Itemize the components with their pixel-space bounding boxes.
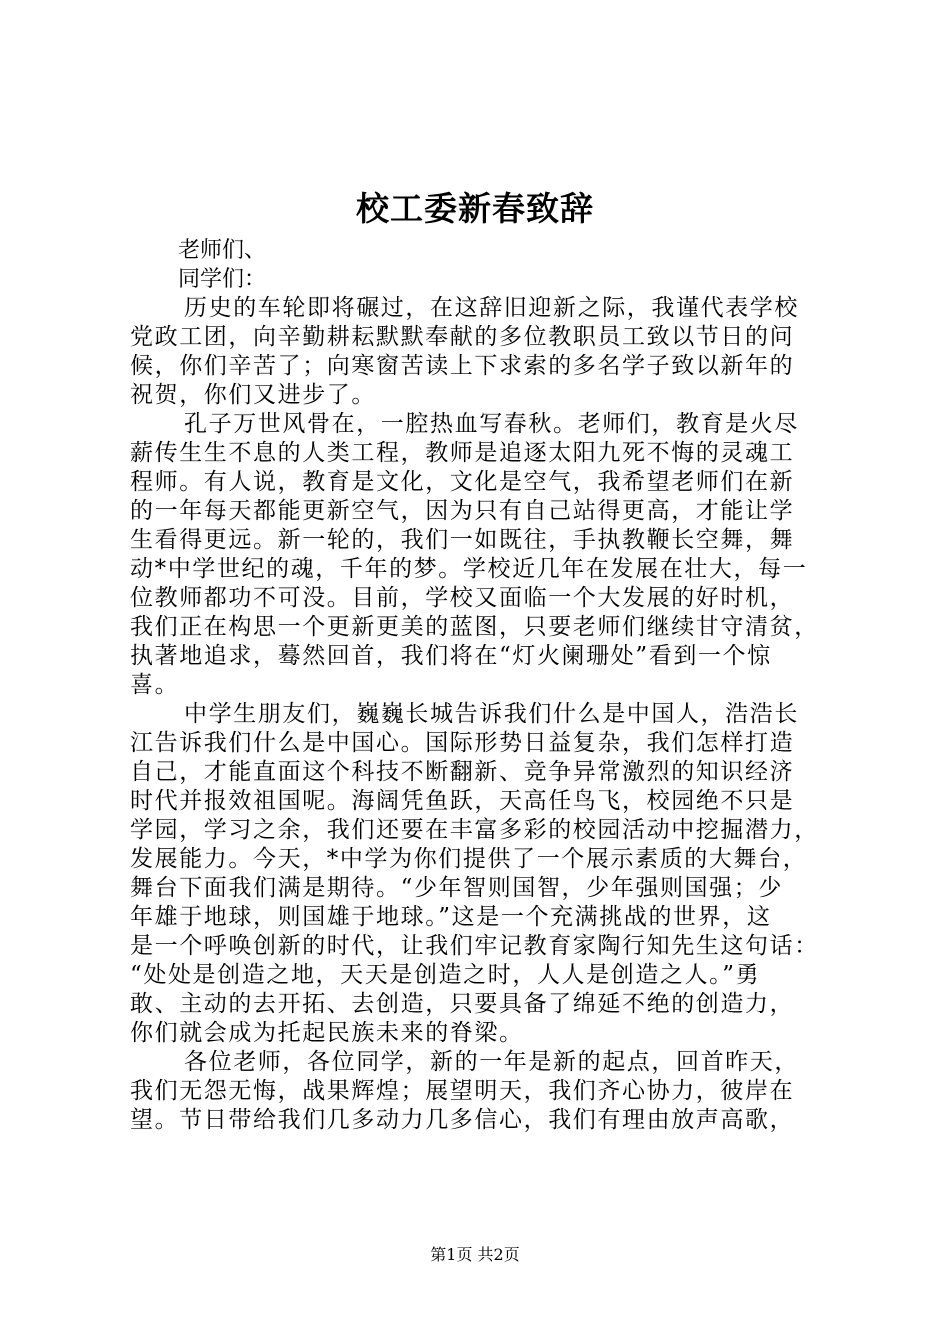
- paragraph-line: 党政工团，向辛勤耕耘默默奉献的多位教职员工致以节日的问: [130, 324, 795, 350]
- body-paragraph: [130, 700, 828, 1048]
- paragraph-line: 喜。: [130, 672, 180, 698]
- salutation-teachers: 老师们、: [178, 238, 267, 263]
- paragraph-line: 生看得更远。新一轮的，我们一如既往，手执教鞭长空舞，舞: [130, 527, 795, 553]
- paragraph-line: 中学生朋友们，巍巍长城告诉我们什么是中国人，浩浩长: [184, 701, 799, 727]
- paragraph-line: 是一个呼唤创新的时代，让我们牢记教育家陶行知先生这句话：: [130, 933, 819, 959]
- paragraph-line: 各位老师，各位同学，新的一年是新的起点，回首昨天，: [184, 1049, 799, 1075]
- paragraph-line: 程师。有人说，教育是文化，文化是空气，我希望老师们在新: [130, 469, 795, 495]
- paragraph-line: 学园，学习之余，我们还要在丰富多彩的校园活动中挖掘潜力，: [130, 817, 819, 843]
- page-footer: 第1页 共2页: [430, 1245, 520, 1264]
- paragraph-line: 候，你们辛苦了；向寒窗苦读上下求索的多名学子致以新年的: [130, 353, 795, 379]
- paragraph-line: 江告诉我们什么是中国心。国际形势日益复杂，我们怎样打造: [130, 730, 795, 756]
- paragraph-line: 祝贺，你们又进步了。: [130, 382, 376, 408]
- paragraph-line: 自己，才能直面这个科技不断翻新、竞争异常激烈的知识经济: [130, 759, 795, 785]
- paragraph-line: 动*中学世纪的魂，千年的梦。学校近几年在发展在壮大，每一: [130, 556, 808, 582]
- document-title: 校工委新春致辞: [356, 189, 594, 228]
- paragraph-line: 我们正在构思一个更新更美的蓝图，只要老师们继续甘守清贫，: [130, 614, 819, 640]
- document-body: [130, 236, 828, 1135]
- paragraph-line: 年雄于地球，则国雄于地球。”这是一个充满挑战的世界，这: [130, 904, 772, 930]
- salutation-students: 同学们：: [178, 267, 267, 292]
- body-paragraph: [130, 1048, 828, 1135]
- paragraph-line: 的一年每天都能更新空气，因为只有自己站得更高，才能让学: [130, 498, 795, 524]
- paragraph-line: 舞台下面我们满是期待。“少年智则国智，少年强则国强；少: [130, 875, 783, 901]
- paragraph-line: 时代并报效祖国呢。海阔凭鱼跃，天高任鸟飞，校园绝不只是: [130, 788, 795, 814]
- paragraph-line: 历史的车轮即将碾过，在这辞旧迎新之际，我谨代表学校: [184, 295, 799, 321]
- paragraph-line: 执著地追求，蓦然回首，我们将在“灯火阑珊处”看到一个惊: [130, 643, 772, 669]
- paragraph-line: 我们无怨无悔，战果辉煌；展望明天，我们齐心协力，彼岸在: [130, 1078, 795, 1104]
- paragraph-line: 薪传生生不息的人类工程，教师是追逐太阳九死不悔的灵魂工: [130, 440, 795, 466]
- paragraph-line: 敢、主动的去开拓、去创造，只要具备了绵延不绝的创造力，: [130, 991, 795, 1017]
- paragraph-line: 孔子万世风骨在，一腔热血写春秋。老师们，教育是火尽: [184, 411, 799, 437]
- paragraph-line: 你们就会成为托起民族未来的脊梁。: [130, 1020, 524, 1046]
- paragraph-line: 发展能力。今天，*中学为你们提供了一个展示素质的大舞台，: [130, 846, 808, 872]
- paragraph-line: 望。节日带给我们几多动力几多信心，我们有理由放声高歌，: [130, 1107, 795, 1133]
- paragraph-list: [130, 294, 828, 1135]
- paragraph-line: “处处是创造之地，天天是创造之时，人人是创造之人。”勇: [130, 962, 761, 988]
- body-paragraph: [130, 294, 828, 410]
- paragraph-line: 位教师都功不可没。目前，学校又面临一个大发展的好时机，: [130, 585, 795, 611]
- body-paragraph: [130, 410, 828, 700]
